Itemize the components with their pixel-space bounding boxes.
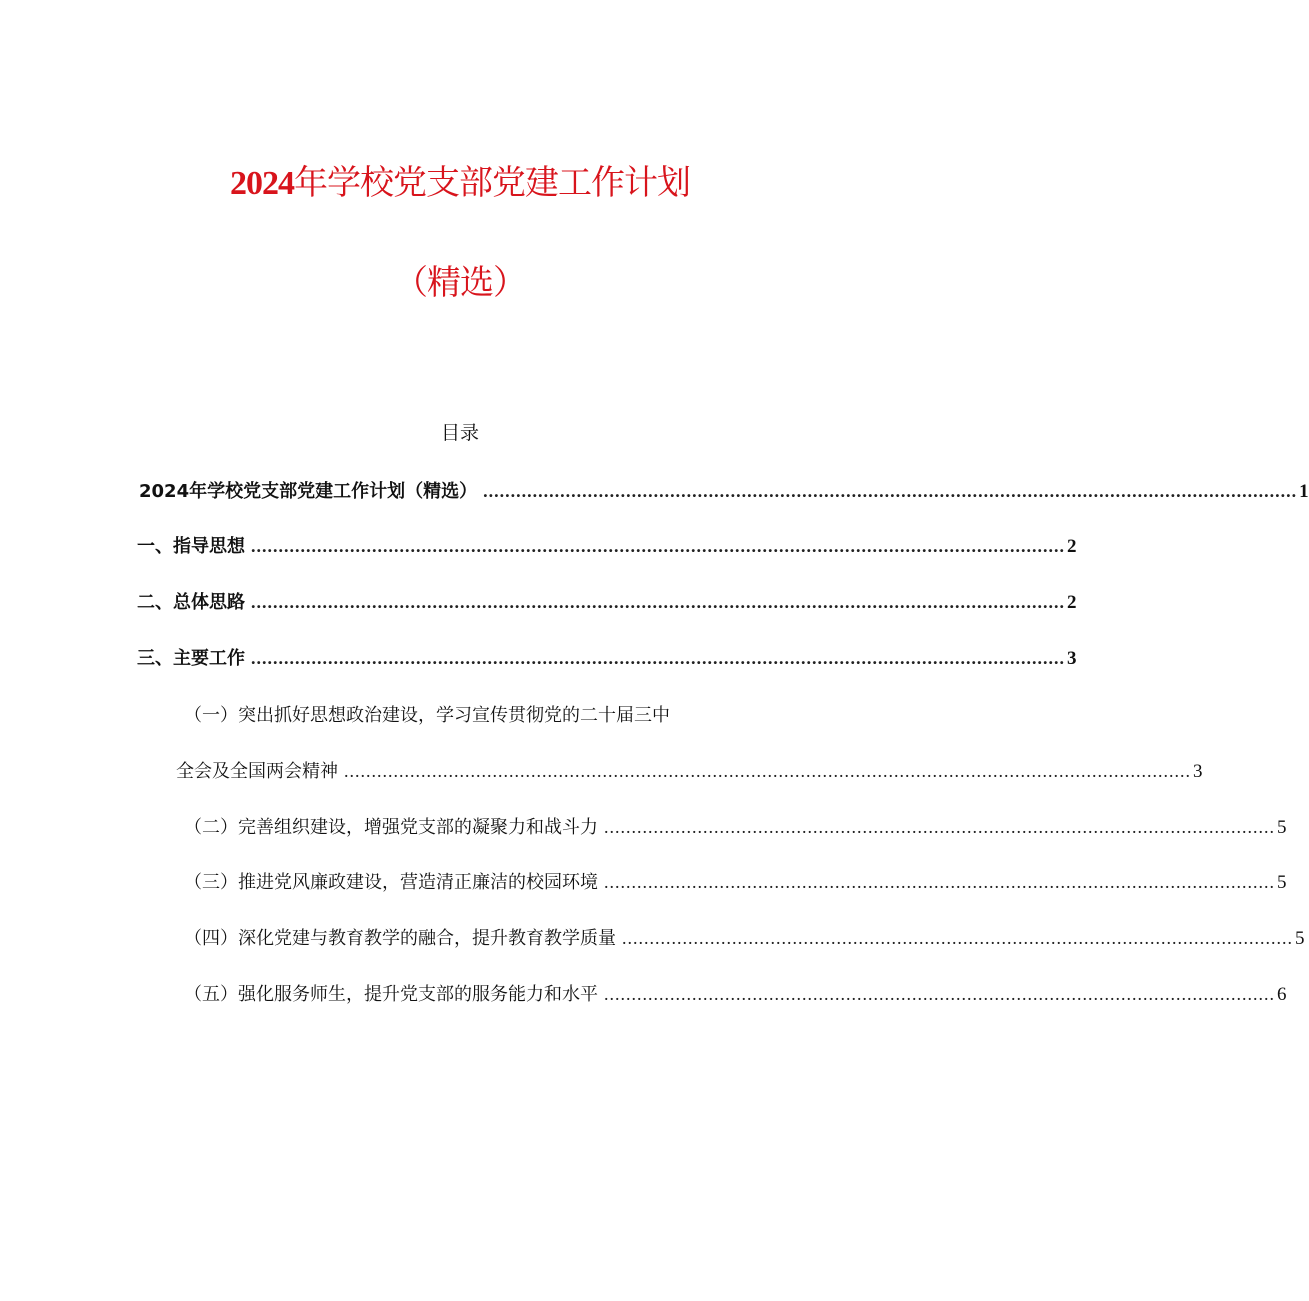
toc-leader: .................................................................................................................................................... <box>251 648 1065 668</box>
toc-entry-label-line1[interactable]: （一）突出抓好思想政治建设，学习宣传贯彻党的二十届三中 <box>184 705 670 726</box>
toc-entry-label: 全会及全国两会精神 <box>176 761 338 782</box>
document-title-text: 年学校党支部党建工作计划 <box>294 163 690 203</box>
toc-entry-page: 2 <box>1067 536 1077 557</box>
toc-leader: .................................................................................................................................................... <box>251 592 1065 612</box>
toc-heading: 目录 <box>440 422 479 444</box>
toc-entry[interactable] <box>137 589 1077 616</box>
toc-leader: .................................................................................................................................................... <box>251 536 1065 556</box>
toc-entry[interactable] <box>184 869 1287 896</box>
toc-entry-page: 3 <box>1193 761 1203 782</box>
document-subtitle: （精选） <box>394 263 526 303</box>
toc-entry-page: 1 <box>1299 481 1309 502</box>
toc-leader: .......................................................................................................................... <box>604 984 1275 1004</box>
toc-entry-page: 5 <box>1277 872 1287 893</box>
toc-entry[interactable] <box>139 478 1309 505</box>
toc-entry-label: （四）深化党建与教育教学的融合，提升教育教学质量 <box>184 928 616 949</box>
toc-entry-page: 5 <box>1277 817 1287 838</box>
toc-entry[interactable] <box>184 981 1287 1008</box>
document-title-year: 2024 <box>230 165 294 202</box>
toc-entry[interactable] <box>137 533 1077 560</box>
toc-leader: .......................................................................................................................................................... <box>344 761 1191 781</box>
toc-entry-label: （五）强化服务师生，提升党支部的服务能力和水平 <box>184 984 598 1005</box>
toc-entry[interactable] <box>184 814 1287 841</box>
toc-entry-page: 6 <box>1277 984 1287 1005</box>
toc-entry-label: 三、主要工作 <box>137 648 245 669</box>
toc-entry-page: 3 <box>1067 648 1077 669</box>
toc-entry-label: 二、总体思路 <box>137 592 245 613</box>
toc-entry-label: （二）完善组织建设，增强党支部的凝聚力和战斗力 <box>184 817 598 838</box>
toc-entry-label: 2024年学校党支部党建工作计划（精选） <box>139 481 478 502</box>
toc-leader: .................................................................................................................................................... <box>483 481 1298 501</box>
toc-entry-page: 2 <box>1067 592 1077 613</box>
toc-entry-label: 一、指导思想 <box>137 536 245 557</box>
toc-entry-page: 5 <box>1295 928 1305 949</box>
toc-entry-label: （三）推进党风廉政建设，营造清正廉洁的校园环境 <box>184 872 598 893</box>
document-title <box>0 163 920 204</box>
toc-entry[interactable] <box>137 645 1077 672</box>
toc-leader: .......................................................................................................................... <box>622 928 1293 948</box>
toc-leader: .......................................................................................................................... <box>604 817 1275 837</box>
toc-entry[interactable] <box>184 925 1305 952</box>
toc-leader: .......................................................................................................................... <box>604 872 1275 892</box>
toc-entry[interactable] <box>176 758 1203 785</box>
